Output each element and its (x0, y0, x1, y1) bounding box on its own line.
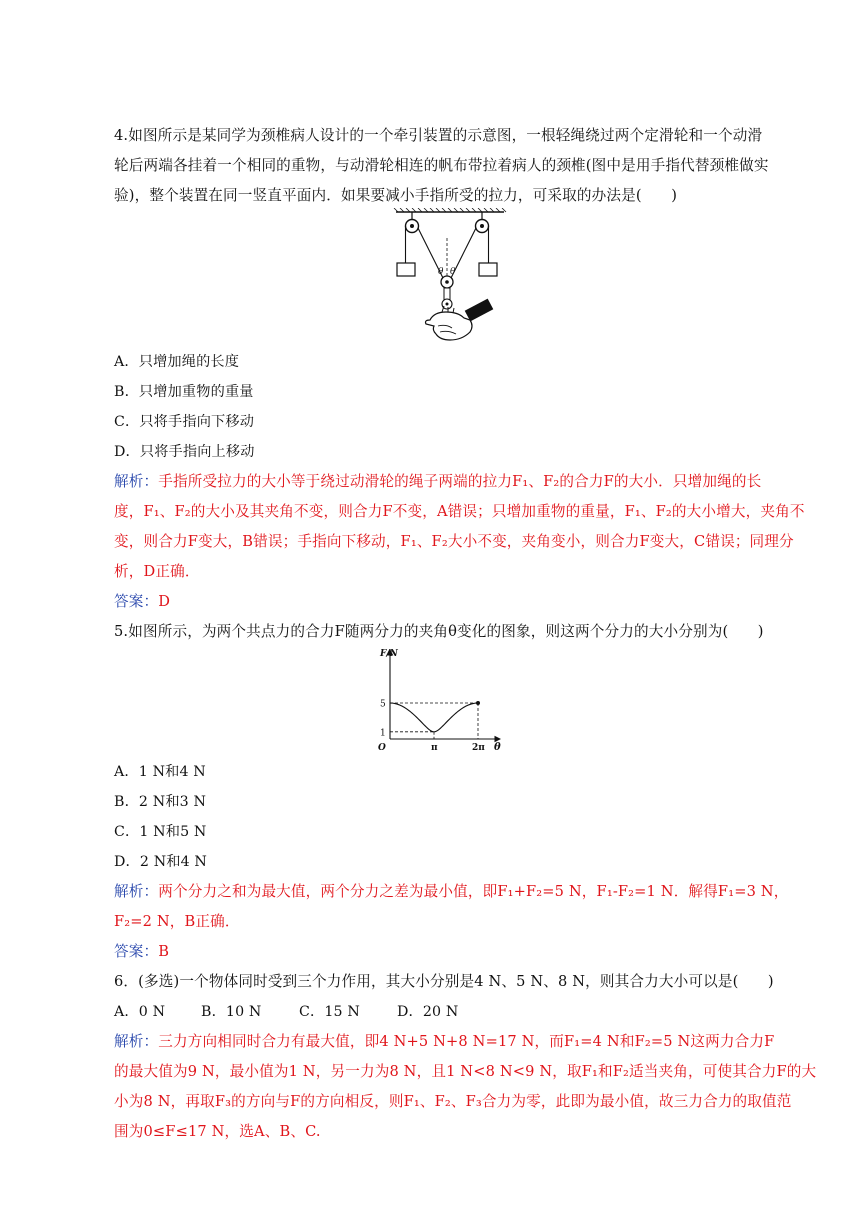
q5-answer-label: 答案： (114, 943, 159, 960)
y-axis-label: F/N (380, 649, 398, 659)
q6-stem: 6．(多选)一个物体同时受到三个力作用，其大小分别是4 N、5 N、8 N，则其合力大小可以是( ) (114, 973, 774, 990)
q4-analysis-line-4: 析，D正确． (114, 563, 200, 580)
left-weight (397, 263, 415, 276)
q4-option-c: C．只将手指向下移动 (114, 414, 255, 430)
q5-answer (114, 942, 784, 962)
right-weight (479, 263, 497, 276)
q4-option-d: D．只将手指向上移动 (114, 444, 255, 460)
q6-option-c: C．15 N (299, 1004, 360, 1020)
x-tick-label: O (378, 743, 386, 752)
q4-answer (114, 592, 784, 612)
q6-analysis-line-3: 小为8 N，再取F₃的方向与F的方向相反，则F₁、F₂、F₃合力为零，此即为最小值，故三力合力的取值范 (114, 1093, 792, 1110)
q5-option-b: B．2 N和3 N (114, 794, 207, 810)
q5-option-d: D．2 N和4 N (114, 854, 208, 870)
q6-option-b: B．10 N (201, 1004, 262, 1020)
x-axis-label: θ (494, 742, 501, 752)
q4-answer-label: 答案： (114, 593, 159, 610)
q6-analysis-line-4: 围为0≤F≤17 N，选A、B、C. (114, 1123, 321, 1140)
q6-option-d: D．20 N (397, 1004, 459, 1020)
y-tick-label: 5 (380, 699, 386, 710)
q5-analysis-line-1: 解析：两个分力之和为最大值，两个分力之差为最小值，即F₁+F₂=5 N，F₁-F₂=1 N．解得F₁=3 N， (114, 883, 789, 900)
q4-stem-line-2: 轮后两端各挂着一个相同的重物，与动滑轮相连的帆布带拉着病人的颈椎(图中是用手指代替颈椎做实 (114, 157, 769, 174)
q6-analysis-line-1: 解析：三力方向相同时合力有最大值，即4 N+5 N+8 N=17 N，而F₁=4 N和F₂=5 N这两力合力F (114, 1033, 775, 1050)
pulley-traction-figure (390, 208, 510, 344)
q5-answer-value: B (158, 943, 170, 960)
q5-force-angle-graph (360, 644, 510, 752)
q5-stem: 5.如图所示，为两个共点力的合力F随两分力的夹角θ变化的图象，则这两个分力的大小分别为( ) (114, 623, 764, 640)
q4-analysis-label: 解析： (114, 473, 159, 490)
x-tick-label: 2π (472, 743, 485, 752)
q5-option-a: A．1 N和4 N (114, 764, 206, 780)
series-line-F (390, 703, 478, 732)
q5-option-c: C．1 N和5 N (114, 824, 207, 840)
angle-label-right: θ (450, 267, 456, 277)
q4-stem-line-3: 验)，整个装置在同一竖直平面内．如果要减小手指所受的拉力，可采取的办法是( ) (114, 187, 678, 204)
q4-answer-value: D (158, 593, 171, 610)
q4-option-a: A．只增加绳的长度 (114, 354, 240, 370)
q6-options-row (114, 1002, 784, 1022)
q4-option-b: B．只增加重物的重量 (114, 384, 254, 400)
q4-stem-line-1: 4.如图所示是某同学为颈椎病人设计的一个牵引装置的示意图，一根轻绳绕过两个定滑轮和一个动滑 (114, 127, 763, 144)
end-point (476, 701, 480, 705)
q5-analysis-label: 解析： (114, 883, 159, 900)
q4-analysis-line-2: 度，F₁、F₂的大小及其夹角不变，则合力F不变，A错误；只增加重物的重量，F₁、F₂的大小增大，夹角不 (114, 503, 805, 520)
q4-analysis-line-3: 变，则合力F变大，B错误；手指向下移动，F₁、F₂大小不变，夹角变小，则合力F变大，C错误；同理分 (114, 533, 794, 550)
angle-label-left: θ (438, 267, 444, 277)
q6-option-a: A．0 N (114, 1004, 166, 1020)
sleeve (465, 299, 494, 322)
q6-analysis-label: 解析： (114, 1033, 159, 1050)
q6-analysis-line-2: 的最大值为9 N，最小值为1 N，另一力为8 N，且1 N<8 N<9 N，取F₁和F₂适当夹角，可使其合力F的大 (114, 1063, 817, 1080)
q4-analysis-line-1: 解析：手指所受拉力的大小等于绕过动滑轮的绳子两端的拉力F₁、F₂的合力F的大小．只增加绳的长 (114, 473, 762, 490)
x-tick-label: π (431, 743, 438, 752)
y-tick-label: 1 (380, 728, 386, 739)
q5-analysis-line-2: F₂=2 N，B正确． (114, 913, 240, 930)
